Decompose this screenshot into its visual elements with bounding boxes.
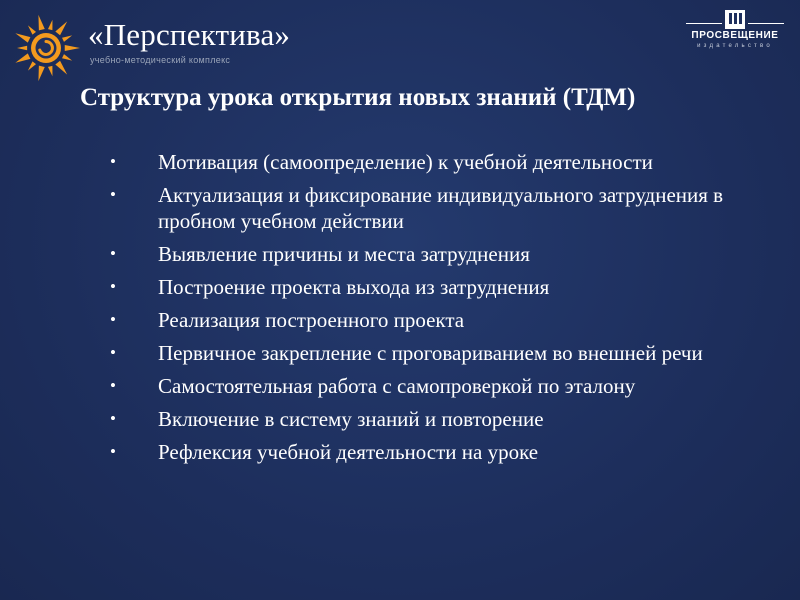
publisher-subtitle: издательство — [697, 43, 773, 49]
sun-ray — [17, 46, 27, 51]
bullet-icon: • — [110, 244, 116, 263]
sun-ray — [65, 45, 80, 51]
bullet-item — [106, 182, 786, 234]
bullet-icon: • — [110, 277, 116, 296]
bullet-icon: • — [110, 152, 116, 171]
bullet-icon: • — [110, 343, 116, 362]
sun-ray — [28, 25, 36, 34]
publisher-logo — [686, 8, 784, 52]
sun-ray — [48, 66, 52, 76]
bullet-text: Построение проекта выхода из затруднения — [158, 275, 550, 299]
bullet-item — [106, 149, 786, 175]
bullet-text: Актуализация и фиксирование индивидуального затруднения в пробном учебном действии — [158, 183, 724, 233]
bullet-icon: • — [110, 310, 116, 329]
sun-ray — [55, 21, 67, 35]
sun-ray — [15, 33, 30, 42]
bullet-text: Включение в систему знаний и повторение — [158, 407, 544, 431]
sun-ray — [62, 35, 72, 41]
brand-subtitle: учебно-методический комплекс — [90, 55, 231, 65]
sun-ray — [38, 66, 44, 82]
bullet-list — [106, 149, 786, 472]
sun-icon — [10, 12, 82, 84]
bullet-text: Первичное закрепление с проговариванием во внешней речи — [158, 341, 703, 365]
sun-ray — [15, 53, 30, 62]
sun-ray — [62, 54, 72, 60]
bullet-text: Реализация построенного проекта — [158, 308, 465, 332]
bullet-item — [106, 439, 786, 465]
bullet-icon: • — [110, 442, 116, 461]
publisher-rule-left — [686, 23, 722, 24]
sun-ray — [55, 61, 67, 75]
brand — [88, 18, 290, 66]
bullet-icon: • — [110, 376, 116, 395]
bullet-icon: • — [110, 185, 116, 204]
bullet-icon: • — [110, 409, 116, 428]
bullet-text: Самостоятельная работа с самопроверкой по эталону — [158, 374, 636, 398]
bullet-text: Выявление причины и места затруднения — [158, 242, 530, 266]
publisher-mark-icon — [722, 8, 748, 30]
sun-ray — [28, 61, 36, 70]
bullet-item — [106, 241, 786, 267]
bullet-item — [106, 274, 786, 300]
publisher-name: ПРОСВЕЩЕНИЕ — [691, 30, 779, 41]
sun-ray — [38, 15, 44, 31]
bullet-text: Рефлексия учебной деятельности на уроке — [158, 440, 539, 464]
bullet-text: Мотивация (самоопределение) к учебной деятельности — [158, 150, 653, 174]
bullet-item — [106, 307, 786, 333]
slide-title: Структура урока открытия новых знаний (ТДМ) — [80, 84, 636, 111]
bullet-item — [106, 406, 786, 432]
brand-title: «Перспектива» — [88, 17, 291, 52]
publisher-rule-right — [748, 23, 784, 24]
bullet-item — [106, 373, 786, 399]
bullet-item — [106, 340, 786, 366]
sun-ray — [48, 20, 52, 30]
